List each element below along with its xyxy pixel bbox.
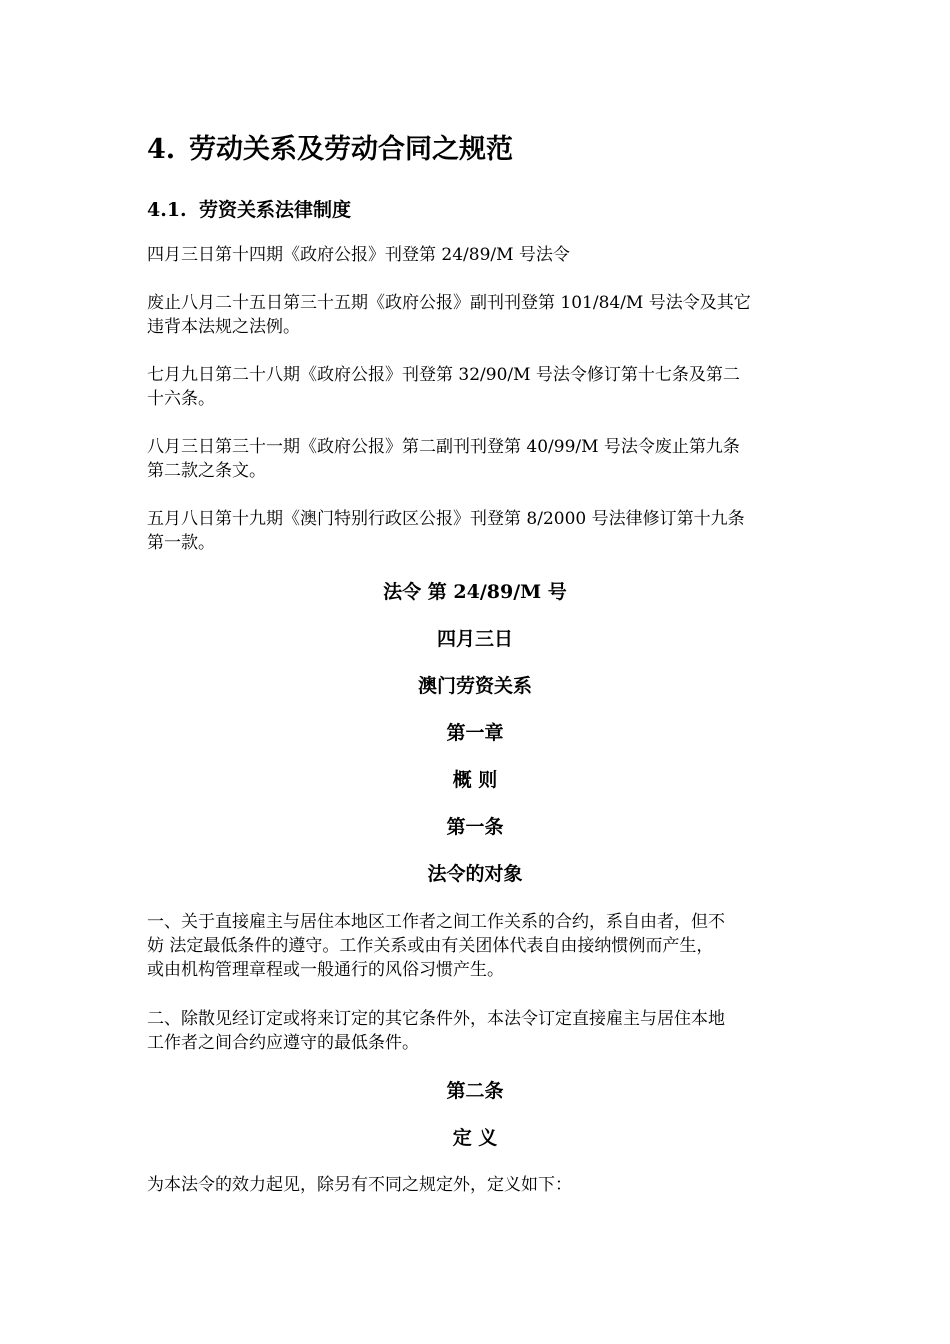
paragraph-line: 十六条。 [147,389,215,409]
intro-paragraph [147,243,807,267]
section-title: 劳动关系及劳动合同之规范 [189,134,513,165]
paragraph-line: 四月三日第十四期《政府公报》刊登第 24/89/M 号法令 [147,245,570,265]
article-title: 法令的对象 [427,863,523,885]
paragraph-line: 或由机构管理章程或一般通行的风俗习惯产生。 [147,960,504,980]
paragraph-line: 第二款之条文。 [147,461,266,481]
chapter-heading: 第一章 [446,722,504,744]
intro-paragraph [147,363,807,411]
section-number: 4. [147,134,176,165]
article-heading: 第一条 [446,816,504,838]
paragraph-line: 第一款。 [147,533,215,553]
decree-name: 澳门劳资关系 [417,675,532,697]
intro-paragraph [147,435,807,483]
paragraph-line: 工作者之间合约应遵守的最低条件。 [147,1033,419,1053]
section-heading [147,130,513,170]
article-paragraph [147,910,807,982]
article-paragraph [147,1173,807,1197]
subsection-number: 4.1. [147,199,187,221]
decree-title: 法令 第 24/89/M 号 [383,581,567,603]
subsection-title: 劳资关系法律制度 [199,199,352,221]
paragraph-line: 八月三日第三十一期《政府公报》第二副刊刊登第 40/99/M 号法令废止第九条 [147,437,740,457]
paragraph-line: 二、除散见经订定或将来订定的其它条件外，本法令订定直接雇主与居住本地 [147,1009,725,1029]
paragraph-line: 违背本法规之法例。 [147,317,300,337]
paragraph-line: 为本法令的效力起见，除另有不同之规定外，定义如下： [147,1175,572,1195]
paragraph-line: 妨 法定最低条件的遵守。工作关系或由有关团体代表自由接纳惯例而产生， [147,936,714,956]
intro-paragraph [147,507,807,555]
intro-paragraph [147,291,807,339]
subsection-heading [147,195,351,225]
paragraph-line: 废止八月二十五日第三十五期《政府公报》副刊刊登第 101/84/M 号法令及其它 [147,293,751,313]
paragraph-line: 一、关于直接雇主与居住本地区工作者之间工作关系的合约，系自由者，但不 [147,912,725,932]
paragraph-line: 五月八日第十九期《澳门特别行政区公报》刊登第 8/2000 号法律修订第十九条 [147,509,745,529]
article-paragraph [147,1007,807,1055]
article-heading: 第二条 [446,1080,504,1102]
decree-date: 四月三日 [436,628,513,650]
chapter-title: 概 则 [452,769,498,791]
article-title: 定 义 [452,1127,498,1149]
paragraph-line: 七月九日第二十八期《政府公报》刊登第 32/90/M 号法令修订第十七条及第二 [147,365,740,385]
